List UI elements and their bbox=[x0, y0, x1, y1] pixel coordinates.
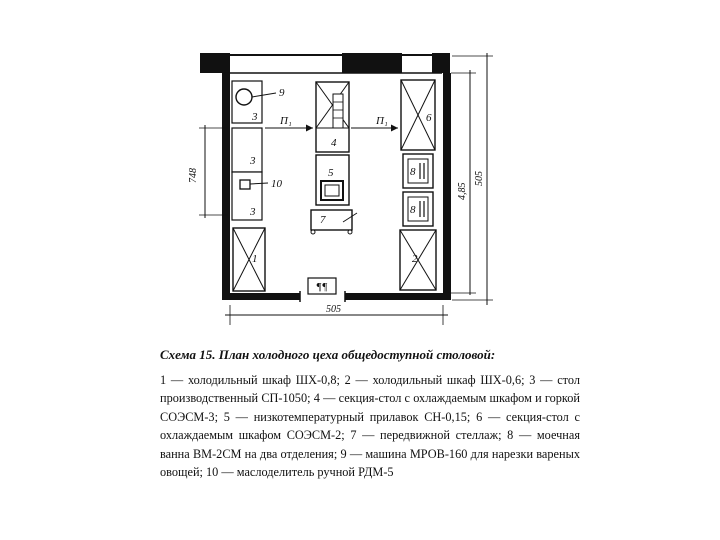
left-column bbox=[232, 81, 285, 291]
flow-label-2: П₁ bbox=[376, 115, 388, 127]
label-3a: 3 bbox=[252, 111, 258, 123]
vegetable-slicer-9 bbox=[236, 89, 252, 105]
room-wall-left bbox=[222, 73, 230, 298]
dim-left-label: 748 bbox=[188, 168, 199, 183]
dim-right-outer-label: 505 bbox=[474, 171, 485, 186]
label-3b: 3 bbox=[250, 155, 256, 167]
label-6: 6 bbox=[426, 112, 432, 124]
center-column bbox=[311, 82, 357, 234]
label-3c: 3 bbox=[250, 206, 256, 218]
label-9: 9 bbox=[279, 87, 285, 99]
label-8b: 8 bbox=[410, 204, 416, 216]
label-10: 10 bbox=[271, 178, 282, 190]
label-5: 5 bbox=[328, 167, 334, 179]
label-8a: 8 bbox=[410, 166, 416, 178]
label-2: 2 bbox=[412, 253, 418, 265]
caption-legend: 1 — холодильный шкаф ШХ-0,8; 2 — холодильный шкаф ШХ-0,6; 3 — стол производственный СП-1050; 4 — секция-стол с охлаждаемым шкафом и горкой СОЭСМ-3; 5 — низкотемпературный прилавок СН-0,15; 6 — секция-стол с охлаждаемым шкафом СОЭСМ-2; 7 — передвижной стеллаж; 8 — моечная ванна ВМ-2СМ на два отделения; 9 — машина МРОВ-160 для нарезки вареных овощей; 10 — маслоделитель ручной РДМ-5 bbox=[160, 373, 580, 480]
flow-label-1: П₁ bbox=[280, 115, 292, 127]
room-wall-right bbox=[443, 73, 451, 298]
caption-title: Схема 15. План холодного цеха общедоступной столовой: bbox=[160, 347, 496, 362]
dim-right-inner-label: 4,85 bbox=[457, 182, 468, 200]
dim-bottom bbox=[225, 304, 448, 325]
label-1: 1 bbox=[252, 253, 258, 265]
right-column bbox=[400, 80, 436, 290]
label-4: 4 bbox=[331, 137, 337, 149]
butter-divider-10 bbox=[240, 180, 250, 189]
door-mark: ¶¶ bbox=[316, 281, 328, 293]
caption bbox=[160, 346, 580, 481]
dim-right bbox=[451, 53, 493, 305]
label-7: 7 bbox=[320, 214, 326, 226]
dim-bottom-label: 505 bbox=[326, 304, 341, 315]
